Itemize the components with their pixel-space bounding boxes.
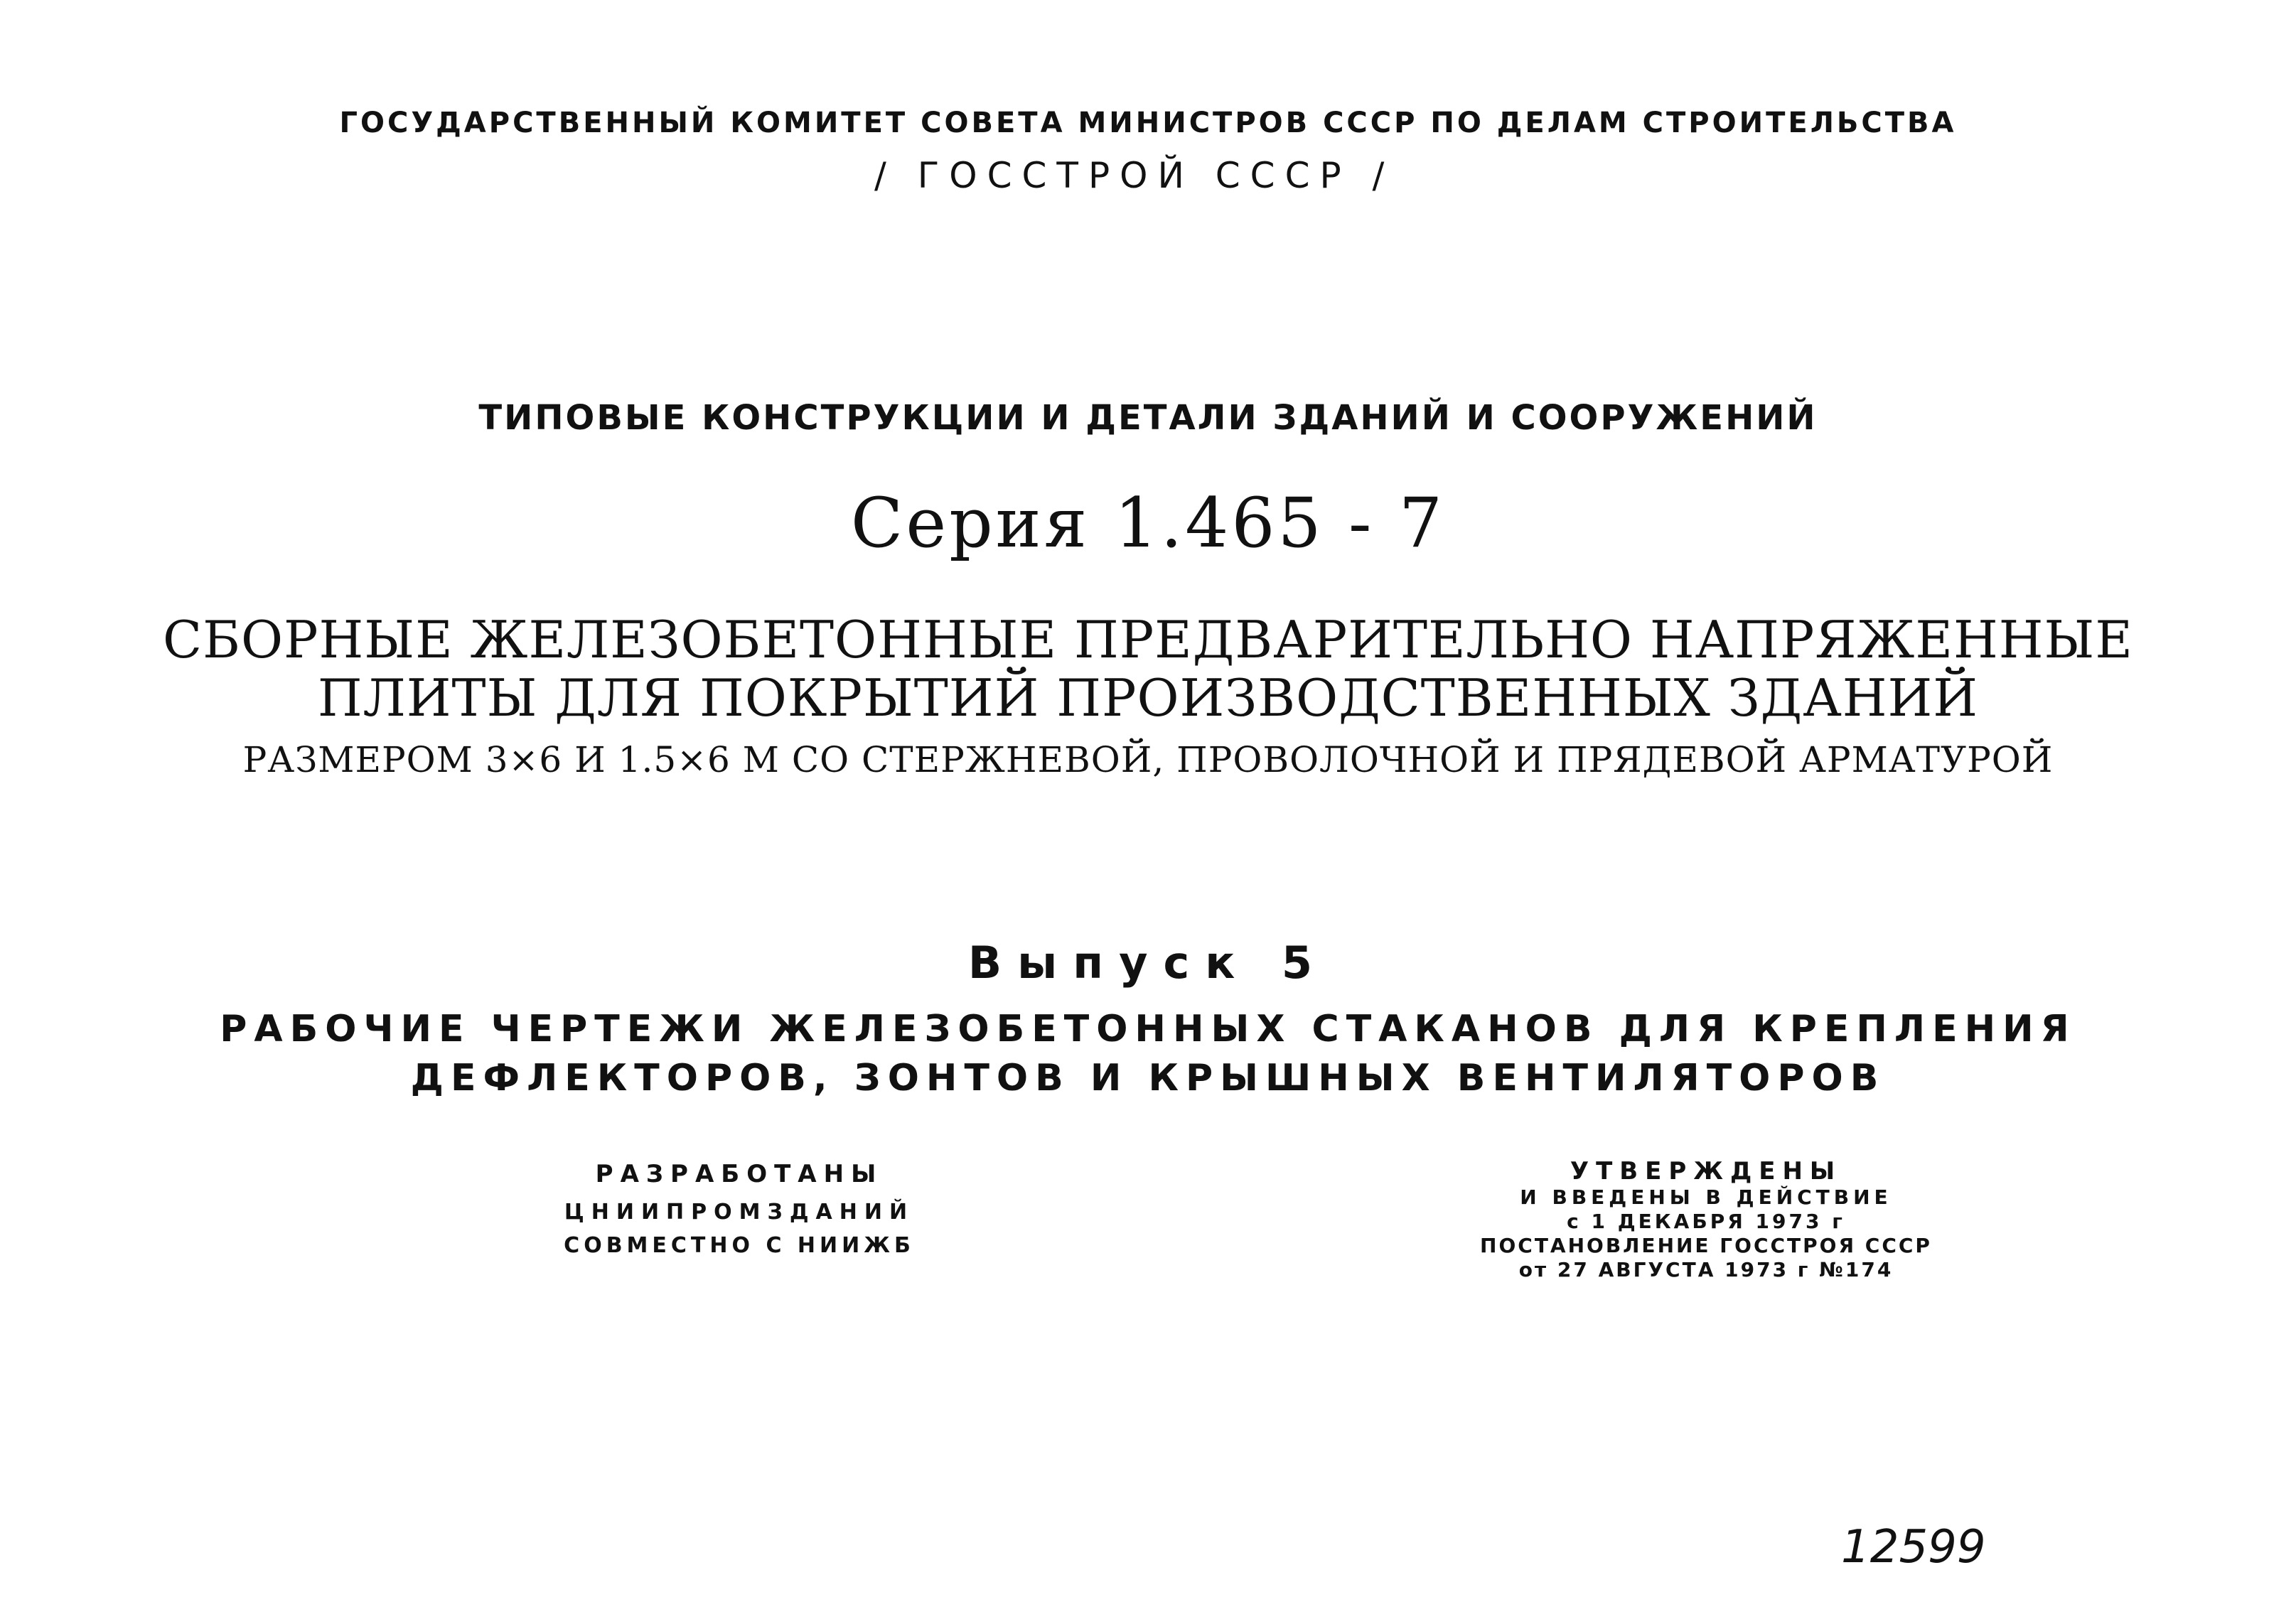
approved-line-3: ПОСТАНОВЛЕНИЕ ГОССТРОЯ СССР [1480, 1234, 1932, 1257]
approved-line-1: И ВВЕДЕНЫ В ДЕЙСТВИЕ [1520, 1185, 1892, 1209]
approved-title: УТВЕРЖДЕНЫ [1570, 1157, 1842, 1185]
developed-joint: СОВМЕСТНО С НИИЖБ [564, 1233, 915, 1258]
approved-line-2: с 1 ДЕКАБРЯ 1973 г [1567, 1210, 1845, 1233]
title-line-1: СБОРНЫЕ ЖЕЛЕЗОБЕТОННЫЕ ПРЕДВАРИТЕЛЬНО НАПРЯЖЕННЫЕ [163, 610, 2133, 670]
issue-description-1: РАБОЧИЕ ЧЕРТЕЖИ ЖЕЛЕЗОБЕТОННЫХ СТАКАНОВ ДЛЯ КРЕПЛЕНИЯ [220, 1008, 2076, 1050]
typical-constructions-line: ТИПОВЫЕ КОНСТРУКЦИИ И ДЕТАЛИ ЗДАНИЙ И СООРУЖЕНИЙ [478, 398, 1818, 438]
issue-description-2: ДЕФЛЕКТОРОВ, ЗОНТОВ И КРЫШНЫХ ВЕНТИЛЯТОРОВ [410, 1057, 1886, 1099]
committee-header: ГОСУДАРСТВЕННЫЙ КОМИТЕТ СОВЕТА МИНИСТРОВ СССР ПО ДЕЛАМ СТРОИТЕЛЬСТВА [339, 107, 1957, 139]
title-line-2: ПЛИТЫ ДЛЯ ПОКРЫТИЙ ПРОИЗВОДСТВЕННЫХ ЗДАНИЙ [317, 668, 1979, 728]
inventory-number: 12599 [1841, 1521, 1986, 1574]
developed-title: РАЗРАБОТАНЫ [595, 1160, 884, 1188]
developed-org: ЦНИИПРОМЗДАНИЙ [564, 1200, 915, 1225]
approved-line-4: от 27 АВГУСТА 1973 г №174 [1518, 1258, 1894, 1281]
title-line-3: РАЗМЕРОМ 3×6 И 1.5×6 М СО СТЕРЖНЕВОЙ, ПРОВОЛОЧНОЙ И ПРЯДЕВОЙ АРМАТУРОЙ [242, 739, 2054, 780]
issue-label: Выпуск 5 [967, 937, 1329, 989]
gosstroy-header: / ГОССТРОЙ СССР / [874, 155, 1395, 196]
series-number: Серия 1.465 - 7 [850, 483, 1446, 563]
